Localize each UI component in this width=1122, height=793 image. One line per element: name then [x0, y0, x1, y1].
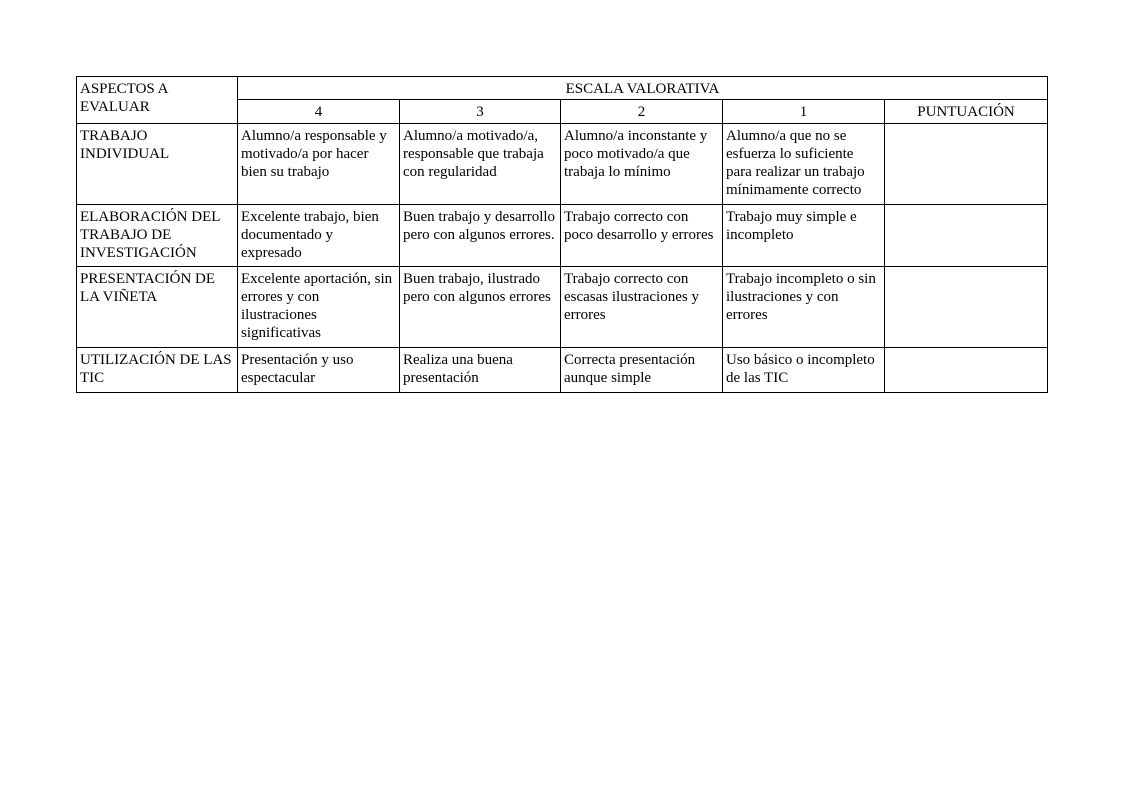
rubric-table: [76, 76, 1048, 393]
table-row: [77, 267, 1048, 348]
level-3-cell: Alumno/a motivado/a, responsable que trabaja con regularidad: [400, 124, 561, 205]
aspect-cell: UTILIZACIÓN DE LAS TIC: [77, 348, 238, 393]
level-2-cell: Alumno/a inconstante y poco motivado/a que trabaja lo mínimo: [561, 124, 723, 205]
score-cell[interactable]: [885, 124, 1048, 205]
table-row: [77, 348, 1048, 393]
table-row: [77, 124, 1048, 205]
level-4-cell: Excelente trabajo, bien documentado y expresado: [238, 205, 400, 267]
score-cell[interactable]: [885, 267, 1048, 348]
level-2-cell: Trabajo correcto con escasas ilustraciones y errores: [561, 267, 723, 348]
level-header-2: 2: [561, 100, 723, 124]
level-1-cell: Uso básico o incompleto de las TIC: [723, 348, 885, 393]
level-4-cell: Alumno/a responsable y motivado/a por hacer bien su trabajo: [238, 124, 400, 205]
level-1-cell: Trabajo muy simple e incompleto: [723, 205, 885, 267]
level-1-cell: Trabajo incompleto o sin ilustraciones y con errores: [723, 267, 885, 348]
score-cell[interactable]: [885, 348, 1048, 393]
level-3-cell: Buen trabajo y desarrollo pero con algunos errores.: [400, 205, 561, 267]
aspect-cell: PRESENTACIÓN DE LA VIÑETA: [77, 267, 238, 348]
level-header-1: 1: [723, 100, 885, 124]
aspect-cell: ELABORACIÓN DEL TRABAJO DE INVESTIGACIÓN: [77, 205, 238, 267]
scale-header: ESCALA VALORATIVA: [238, 77, 1048, 100]
aspect-cell: TRABAJO INDIVIDUAL: [77, 124, 238, 205]
level-4-cell: Excelente aportación, sin errores y con ilustraciones significativas: [238, 267, 400, 348]
table-row: [77, 205, 1048, 267]
level-2-cell: Correcta presentación aunque simple: [561, 348, 723, 393]
level-3-cell: Realiza una buena presentación: [400, 348, 561, 393]
level-4-cell: Presentación y uso espectacular: [238, 348, 400, 393]
score-cell[interactable]: [885, 205, 1048, 267]
level-header-3: 3: [400, 100, 561, 124]
level-3-cell: Buen trabajo, ilustrado pero con algunos errores: [400, 267, 561, 348]
aspects-header: ASPECTOS A EVALUAR: [77, 77, 238, 124]
level-1-cell: Alumno/a que no se esfuerza lo suficiente para realizar un trabajo mínimamente correcto: [723, 124, 885, 205]
level-header-4: 4: [238, 100, 400, 124]
header-row-scale: [77, 77, 1048, 100]
score-header: PUNTUACIÓN: [885, 100, 1048, 124]
level-2-cell: Trabajo correcto con poco desarrollo y errores: [561, 205, 723, 267]
